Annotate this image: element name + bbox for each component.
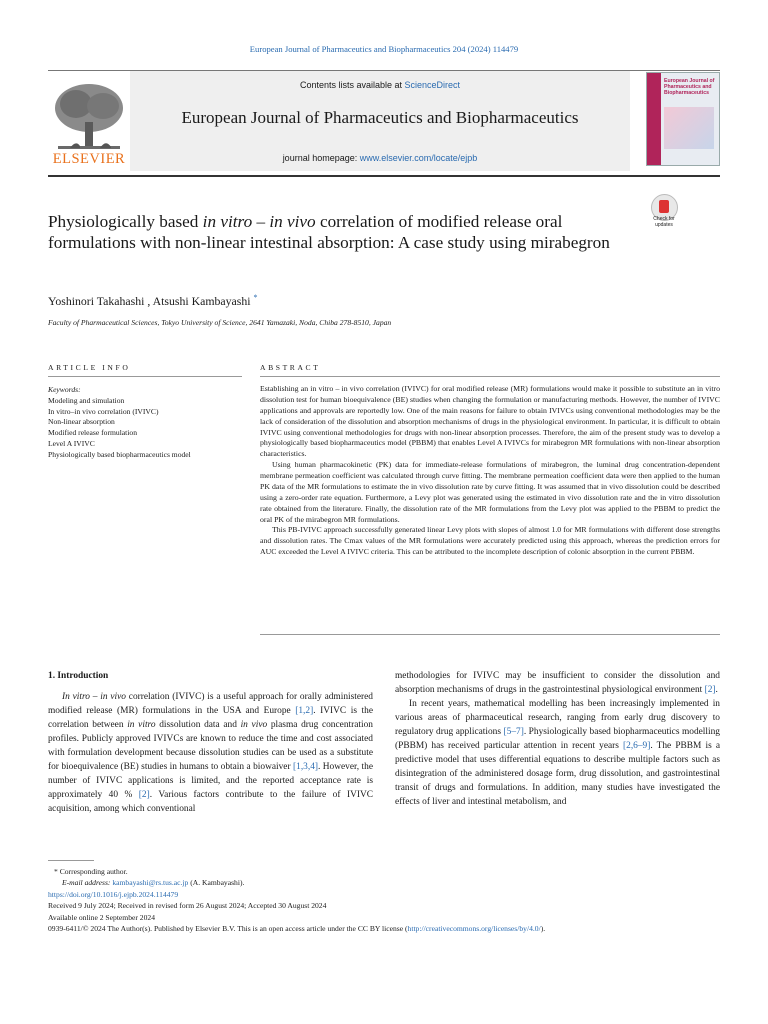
available-online: Available online 2 September 2024	[48, 912, 155, 922]
body-paragraph	[48, 690, 373, 816]
check-updates-label: Check for updates	[653, 216, 675, 228]
abstract-heading: ABSTRACT	[260, 363, 321, 372]
keywords-list	[48, 396, 248, 461]
journal-cover-thumbnail[interactable]	[646, 72, 720, 166]
journal-homepage-link[interactable]: www.elsevier.com/locate/ejpb	[359, 153, 478, 163]
journal-header	[48, 70, 720, 177]
abstract-paragraph: This PB-IVIVC approach successfully generated linear Levy plots with slopes of almost 1.0 for MR formulations with different dose strengths and dissolution rates. The Cmax values of the MR formulations were accurately predicted using this approach, whereas the prediction errors for AUC exceeded the Level A IVIVC criteria. This can be attributed to the incomplete description of colonic absorption in the current PBBM.	[260, 525, 720, 557]
body-text: correlation (IVIVC) is a useful approach for orally administered modified release (MR) formulations in the USA and Europe	[48, 692, 373, 717]
corresponding-author-note: * Corresponding author.	[54, 867, 128, 876]
homepage-line	[130, 153, 630, 163]
keyword-item: Physiologically based biopharmaceutics model	[48, 449, 191, 459]
reference-link[interactable]: [2]	[704, 685, 716, 696]
title-text-2: correlation of modified release oral formulations with non-linear intestinal absorption: A case study using mirabegron	[48, 212, 610, 252]
body-paragraph	[395, 669, 720, 697]
email-suffix: (A. Kambayashi).	[188, 878, 245, 888]
body-text: . The PBBM is a predictive model that uses differential equations to describe multiple factors such as disintegration of the administered dosage form, drug dissolution, and gastrointestinal transit of drugs and formulations. In addition, many studies have investigated the effects of liver and intestinal metabolism, and	[395, 741, 720, 808]
title-text-1: Physiologically based	[48, 212, 203, 231]
reference-link[interactable]: [2]	[138, 790, 150, 801]
body-text: In recent years, mathematical modelling has been increasingly implemented in various areas of pharmaceutical research, ranging from early drug discovery to regulatory drug applications	[395, 699, 720, 738]
keyword-item: Modified release formulation	[48, 428, 137, 438]
keyword-item: Level A IVIVC	[48, 438, 95, 448]
abstract-body	[260, 384, 720, 558]
license-line	[48, 923, 728, 934]
body-text: . Various factors contribute to the failure of IVIVC acquisition, among which conventional	[48, 790, 373, 815]
doi-link[interactable]: https://doi.org/10.1016/j.ejpb.2024.114479	[48, 889, 179, 899]
body-text: . Physiologically based biopharmaceutics modelling (PBBM) has received particular attention in recent years	[395, 727, 720, 752]
reference-link[interactable]: [1,2]	[295, 706, 314, 717]
license-suffix: ).	[540, 924, 546, 934]
keywords-block	[48, 385, 248, 461]
body-text: In vitro – in vivo	[62, 692, 126, 703]
article-info-rule	[48, 376, 242, 377]
abstract-rule	[260, 376, 720, 377]
body-text: dissolution data and	[155, 720, 241, 731]
check-for-updates-badge[interactable]	[646, 194, 682, 234]
affiliation: Faculty of Pharmaceutical Sciences, Tokyo University of Science, 2641 Yamazaki, Noda, Chiba 278-8510, Japan	[48, 318, 392, 327]
body-text: methodologies for IVIVC may be insufficient to consider the dissolution and absorption mechanisms of drugs in the gastrointestinal physiological environment	[395, 671, 720, 696]
body-text: in vitro	[127, 720, 156, 731]
author-list	[48, 293, 258, 309]
body-text: .	[715, 685, 718, 696]
footnote-rule	[48, 860, 94, 861]
sciencedirect-link[interactable]: ScienceDirect	[404, 80, 461, 90]
homepage-prefix: journal homepage:	[282, 153, 360, 163]
abstract-paragraph: Using human pharmacokinetic (PK) data for immediate-release formulations of mirabegron, the luminal drug concentration-dependent membrane permeation coefficient was calculated through curve fitting. The membrane permeation coefficient data were then applied to the human PK data of the MR formulations to estimate the in vivo dissolution rate by curve fitting. It was assumed that in vivo dissolution could be described using a zero-order rate equation. Furthermore, a Levy plot was generated using the estimated in vivo dissolution rate and the in vitro dissolution rate obtained from the literature. Finally, the dissolution rate of the MR formulations from the Levy plot was applied to the PBBM to predict the oral PK of the mirabegron MR formulations.	[260, 460, 720, 524]
introduction-heading: 1. Introduction	[48, 671, 109, 681]
article-info-heading: ARTICLE INFO	[48, 363, 131, 372]
article-title	[48, 211, 633, 253]
reference-link[interactable]: [2,6–9]	[623, 741, 651, 752]
keyword-item: In vitro–in vivo correlation (IVIVC)	[48, 406, 159, 416]
body-text: plasma drug concentration profiles. Publicly approved IVIVCs are known to reduce the time and cost associated with formulation development because dissolution studies can be used as a substitute for bioequivalence (BE) studies in humans to obtain a biowaiver	[48, 720, 373, 773]
reference-link[interactable]: [1,3,4]	[293, 762, 319, 773]
corresponding-author-mark[interactable]: *	[253, 293, 258, 302]
cover-title: European Journal of Pharmaceutics and Biopharmaceutics	[664, 78, 715, 96]
footnotes	[48, 866, 728, 934]
journal-banner	[130, 71, 630, 171]
keywords-label: Keywords:	[48, 385, 81, 394]
author-names[interactable]: Yoshinori Takahashi , Atsushi Kambayashi	[48, 293, 251, 308]
cover-image	[664, 107, 714, 149]
received-dates: Received 9 July 2024; Received in revised form 26 August 2024; Accepted 30 August 2024	[48, 901, 327, 911]
cover-band	[647, 73, 661, 165]
license-prefix: 0939-6411/© 2024 The Author(s). Published by Elsevier B.V. This is an open access article under the CC BY license (	[48, 924, 408, 934]
body-paragraph	[395, 697, 720, 809]
title-text-italic: in vitro – in vivo	[202, 212, 316, 231]
contents-line	[130, 80, 630, 90]
abstract-paragraph: Establishing an in vitro – in vivo correlation (IVIVC) for oral modified release (MR) formulations would make it possible to substitute an in vitro dissolution test for human bioequivalence (BE) studies when changing the formulation or manufacturing methods. However, the number of IVIVC applications and approvals are reportedly low. One of the main reasons for failure to obtain IVIVCs using conventional methodologies may be the lack of consideration of the dissolution and absorption mechanisms of drugs in the physiological environment. In particular, it is difficult to obtain IVIVC using conventional methodologies for drugs with non-linear absorption processes. Therefore, the aim of the present study was to develop a physiologically based biopharmaceutics model (PBBM) that enables Level A IVIVCs for mirabegron MR formulations with non-linear absorption characteristics.	[260, 384, 720, 459]
abstract-bottom-rule	[260, 634, 720, 635]
keyword-item: Non-linear absorption	[48, 417, 115, 427]
journal-title: European Journal of Pharmaceutics and Biopharmaceutics	[181, 108, 579, 127]
body-right-column	[395, 669, 720, 809]
body-left-column	[48, 669, 373, 816]
body-text: in vivo	[240, 720, 268, 731]
email-line	[48, 877, 728, 888]
elsevier-wordmark: ELSEVIER	[52, 151, 126, 167]
contents-prefix: Contents lists available at	[299, 80, 405, 90]
license-link[interactable]: http://creativecommons.org/licenses/by/4.0/	[407, 924, 541, 934]
body-text: . However, the number of IVIVC applications is limited, and the reported acceptance rate is approximately 40 %	[48, 762, 373, 801]
author-email-link[interactable]: kambayashi@rs.tus.ac.jp	[112, 878, 189, 888]
journal-citation[interactable]: European Journal of Pharmaceutics and Biopharmaceutics 204 (2024) 114479	[249, 44, 519, 54]
email-label: E-mail address:	[62, 878, 113, 888]
body-text: . IVIVC is the correlation between	[48, 706, 373, 731]
keyword-item: Modeling and simulation	[48, 395, 125, 405]
reference-link[interactable]: [5–7]	[503, 727, 524, 738]
